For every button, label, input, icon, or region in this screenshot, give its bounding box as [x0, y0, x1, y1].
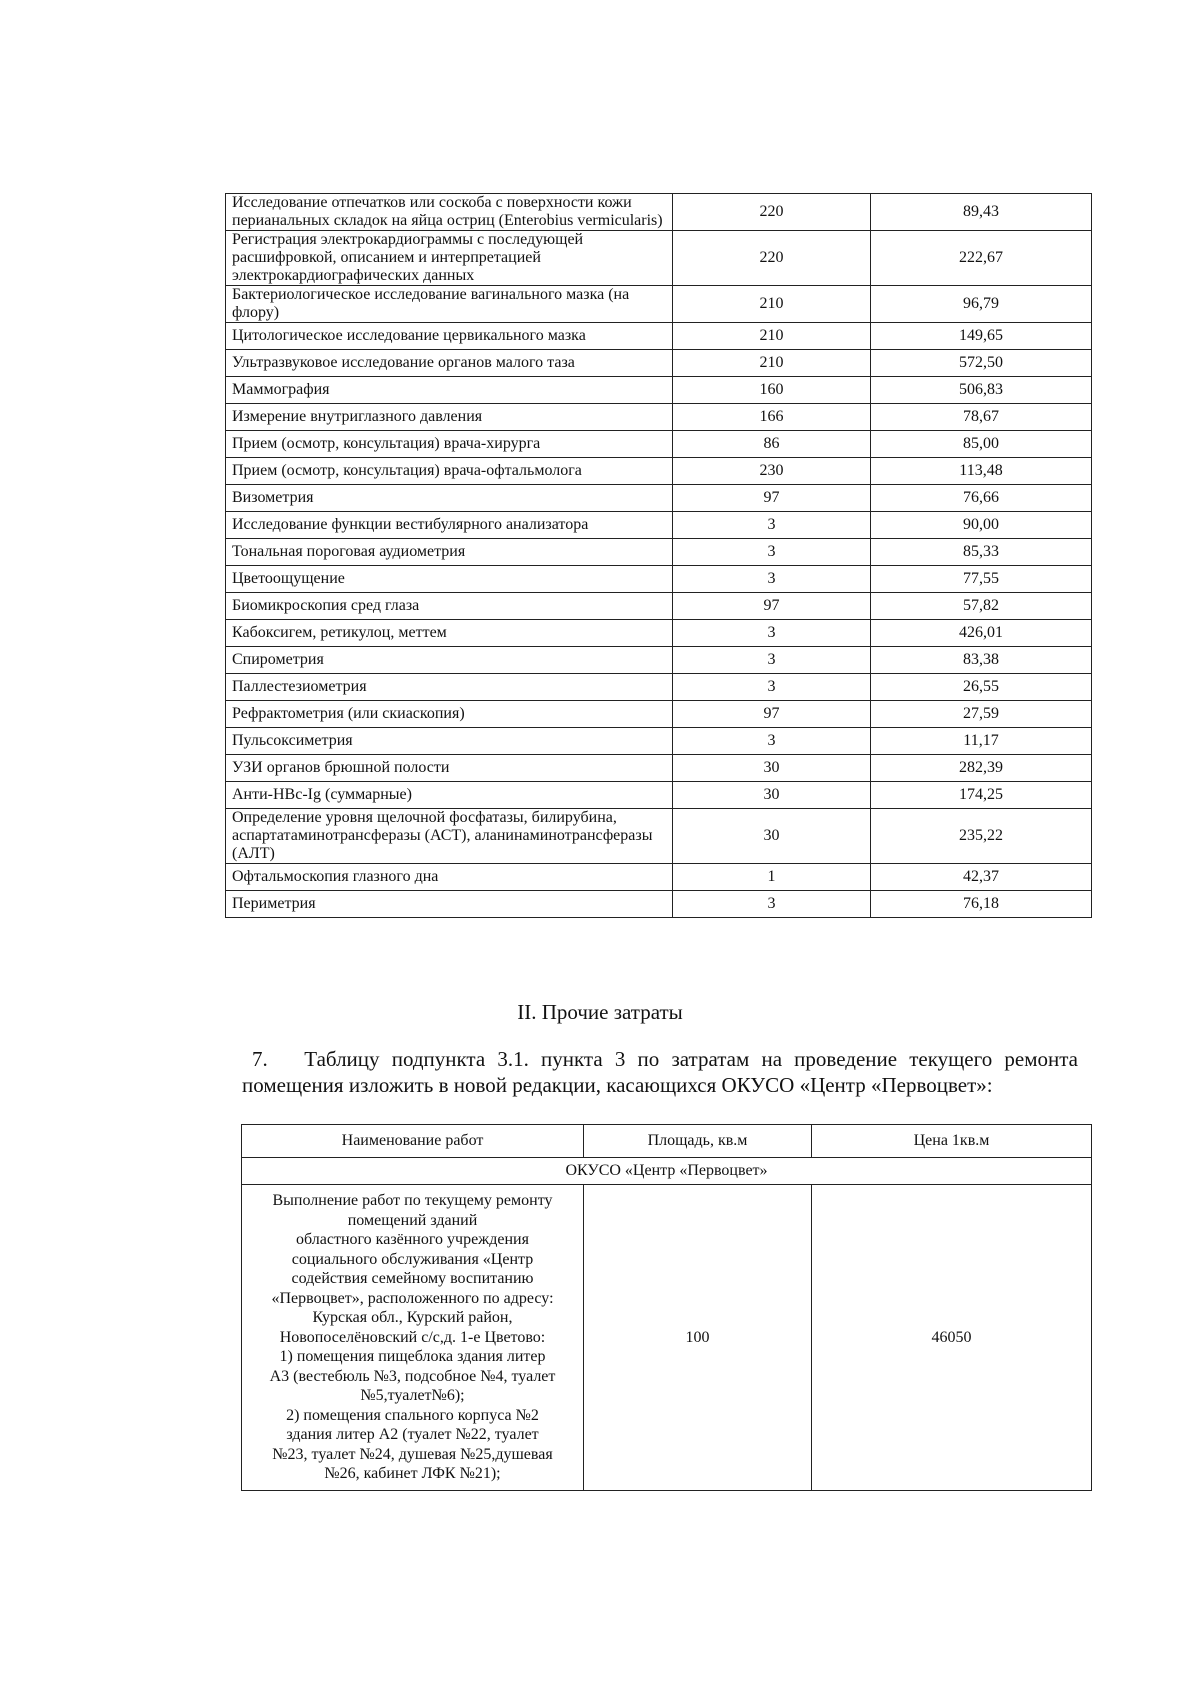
- services-table-body: [226, 194, 1092, 918]
- service-quantity: 210: [673, 286, 871, 323]
- service-name: Исследование функции вестибулярного анализатора: [226, 512, 673, 539]
- table-row: [226, 539, 1092, 566]
- service-name: Биомикроскопия сред глаза: [226, 593, 673, 620]
- desc-line: Выполнение работ по текущему ремонту: [272, 1192, 553, 1209]
- service-price: 27,59: [871, 701, 1092, 728]
- table-row: [226, 458, 1092, 485]
- service-price: 96,79: [871, 286, 1092, 323]
- service-name: Кабоксигем, ретикулоц, меттем: [226, 620, 673, 647]
- table-row: [226, 755, 1092, 782]
- service-name: Цветоощущение: [226, 566, 673, 593]
- desc-line: №26, кабинет ЛФК №21);: [324, 1465, 501, 1482]
- desc-line: содействия семейному воспитанию: [291, 1270, 534, 1287]
- service-name: Периметрия: [226, 891, 673, 918]
- service-name: Ультразвуковое исследование органов малого таза: [226, 350, 673, 377]
- service-name: Тональная пороговая аудиометрия: [226, 539, 673, 566]
- desc-line: №5,туалет№6);: [360, 1387, 465, 1404]
- service-quantity: 3: [673, 728, 871, 755]
- service-quantity: 210: [673, 323, 871, 350]
- service-price: 235,22: [871, 809, 1092, 864]
- desc-line: Новопоселёновский с/с,д. 1-е Цветово:: [279, 1328, 546, 1346]
- desc-line: «Первоцвет», расположенного по адресу:: [271, 1289, 554, 1307]
- service-quantity: 3: [673, 539, 871, 566]
- service-quantity: 3: [673, 891, 871, 918]
- table-row: [226, 512, 1092, 539]
- desc-line: 2) помещения спального корпуса №2: [286, 1406, 539, 1424]
- table-row: [226, 350, 1092, 377]
- service-quantity: 210: [673, 350, 871, 377]
- table-row: [226, 231, 1092, 286]
- service-quantity: 97: [673, 485, 871, 512]
- service-name: Офтальмоскопия глазного дна: [226, 864, 673, 891]
- paragraph-text: Таблицу подпункта 3.1. пункта 3 по затратам на проведение текущего ремонта помещения изложить в новой редакции, касающихся ОКУСО «Центр «Первоцвет»:: [242, 1047, 1078, 1097]
- service-quantity: 230: [673, 458, 871, 485]
- area-value: 100: [584, 1185, 812, 1491]
- service-price: 57,82: [871, 593, 1092, 620]
- desc-line: Курская обл., Курский район,: [312, 1309, 513, 1326]
- table-row: [226, 809, 1092, 864]
- table-row: [242, 1185, 1092, 1491]
- paragraph-number: 7.: [252, 1047, 268, 1071]
- table-row: [226, 701, 1092, 728]
- service-name: Рефрактометрия (или скиаскопия): [226, 701, 673, 728]
- service-price: 113,48: [871, 458, 1092, 485]
- service-name: Прием (осмотр, консультация) врача-офтальмолога: [226, 458, 673, 485]
- table-row: [226, 674, 1092, 701]
- table-row: [226, 194, 1092, 231]
- desc-line: №23, туалет №24, душевая №25,душевая: [272, 1445, 553, 1463]
- service-name: Паллестезиометрия: [226, 674, 673, 701]
- table-row: [226, 323, 1092, 350]
- service-price: 76,18: [871, 891, 1092, 918]
- table-row: [226, 864, 1092, 891]
- service-name: Измерение внутриглазного давления: [226, 404, 673, 431]
- service-price: 11,17: [871, 728, 1092, 755]
- service-price: 174,25: [871, 782, 1092, 809]
- service-name: Регистрация электрокардиограммы с последующей расшифровкой, описанием и интерпретацией электрокардиографических данных: [226, 231, 673, 286]
- service-price: 222,67: [871, 231, 1092, 286]
- header-price: Цена 1кв.м: [812, 1125, 1092, 1158]
- desc-line: А3 (вестебюль №3, подсобное №4, туалет: [269, 1367, 556, 1385]
- service-name: Маммография: [226, 377, 673, 404]
- table-row: [226, 728, 1092, 755]
- service-name: Анти-HBc-Ig (суммарные): [226, 782, 673, 809]
- table-row: [226, 647, 1092, 674]
- service-price: 26,55: [871, 674, 1092, 701]
- service-price: 89,43: [871, 194, 1092, 231]
- service-quantity: 220: [673, 194, 871, 231]
- service-quantity: 3: [673, 674, 871, 701]
- service-price: 77,55: [871, 566, 1092, 593]
- desc-line: здания литер А2 (туалет №22, туалет: [286, 1426, 539, 1443]
- service-quantity: 30: [673, 809, 871, 864]
- service-quantity: 3: [673, 512, 871, 539]
- service-name: Визометрия: [226, 485, 673, 512]
- desc-line: 1) помещения пищеблока здания литер: [279, 1348, 546, 1365]
- desc-line: помещений зданий: [347, 1211, 478, 1229]
- service-name: Пульсоксиметрия: [226, 728, 673, 755]
- service-price: 83,38: [871, 647, 1092, 674]
- desc-line: социального обслуживания «Центр: [291, 1250, 534, 1268]
- organization-name: ОКУСО «Центр «Первоцвет»: [242, 1158, 1092, 1185]
- amendment-paragraph: [242, 1046, 1078, 1098]
- section-title: II. Прочие затраты: [517, 1000, 683, 1024]
- service-price: 85,00: [871, 431, 1092, 458]
- service-quantity: 3: [673, 620, 871, 647]
- service-price: 282,39: [871, 755, 1092, 782]
- table-row: [226, 286, 1092, 323]
- service-price: 85,33: [871, 539, 1092, 566]
- service-name: Бактериологическое исследование вагинального мазка (на флору): [226, 286, 673, 323]
- table-row: [226, 404, 1092, 431]
- service-price: 149,65: [871, 323, 1092, 350]
- header-area: Площадь, кв.м: [584, 1125, 812, 1158]
- service-name: Спирометрия: [226, 647, 673, 674]
- service-price: 572,50: [871, 350, 1092, 377]
- service-price: 42,37: [871, 864, 1092, 891]
- service-name: Цитологическое исследование цервикального мазка: [226, 323, 673, 350]
- service-name: Исследование отпечатков или соскоба с поверхности кожи перианальных складок на яйца остриц (Enterobius vermicularis): [226, 194, 673, 231]
- service-name: УЗИ органов брюшной полости: [226, 755, 673, 782]
- table-row: [226, 431, 1092, 458]
- work-description: [242, 1185, 584, 1491]
- services-table: [225, 193, 1092, 918]
- service-quantity: 3: [673, 647, 871, 674]
- service-price: 506,83: [871, 377, 1092, 404]
- table-row: [226, 377, 1092, 404]
- service-quantity: 86: [673, 431, 871, 458]
- table-row: [226, 891, 1092, 918]
- service-name: Определение уровня щелочной фосфатазы, билирубина, аспартатаминотрансферазы (АСТ), аланинаминотрансферазы (АЛТ): [226, 809, 673, 864]
- service-quantity: 220: [673, 231, 871, 286]
- service-price: 426,01: [871, 620, 1092, 647]
- table-row: [226, 485, 1092, 512]
- organization-row: [242, 1158, 1092, 1185]
- service-quantity: 160: [673, 377, 871, 404]
- service-price: 78,67: [871, 404, 1092, 431]
- service-quantity: 1: [673, 864, 871, 891]
- table-row: [226, 620, 1092, 647]
- price-value: 46050: [812, 1185, 1092, 1491]
- service-quantity: 30: [673, 755, 871, 782]
- header-work-name: Наименование работ: [242, 1125, 584, 1158]
- service-quantity: 97: [673, 593, 871, 620]
- table-header-row: [242, 1125, 1092, 1158]
- service-quantity: 97: [673, 701, 871, 728]
- repair-costs-table: [241, 1124, 1092, 1491]
- service-quantity: 166: [673, 404, 871, 431]
- service-quantity: 3: [673, 566, 871, 593]
- service-quantity: 30: [673, 782, 871, 809]
- service-price: 76,66: [871, 485, 1092, 512]
- service-price: 90,00: [871, 512, 1092, 539]
- desc-line: областного казённого учреждения: [296, 1231, 529, 1248]
- table-row: [226, 782, 1092, 809]
- table-row: [226, 566, 1092, 593]
- service-name: Прием (осмотр, консультация) врача-хирурга: [226, 431, 673, 458]
- table-row: [226, 593, 1092, 620]
